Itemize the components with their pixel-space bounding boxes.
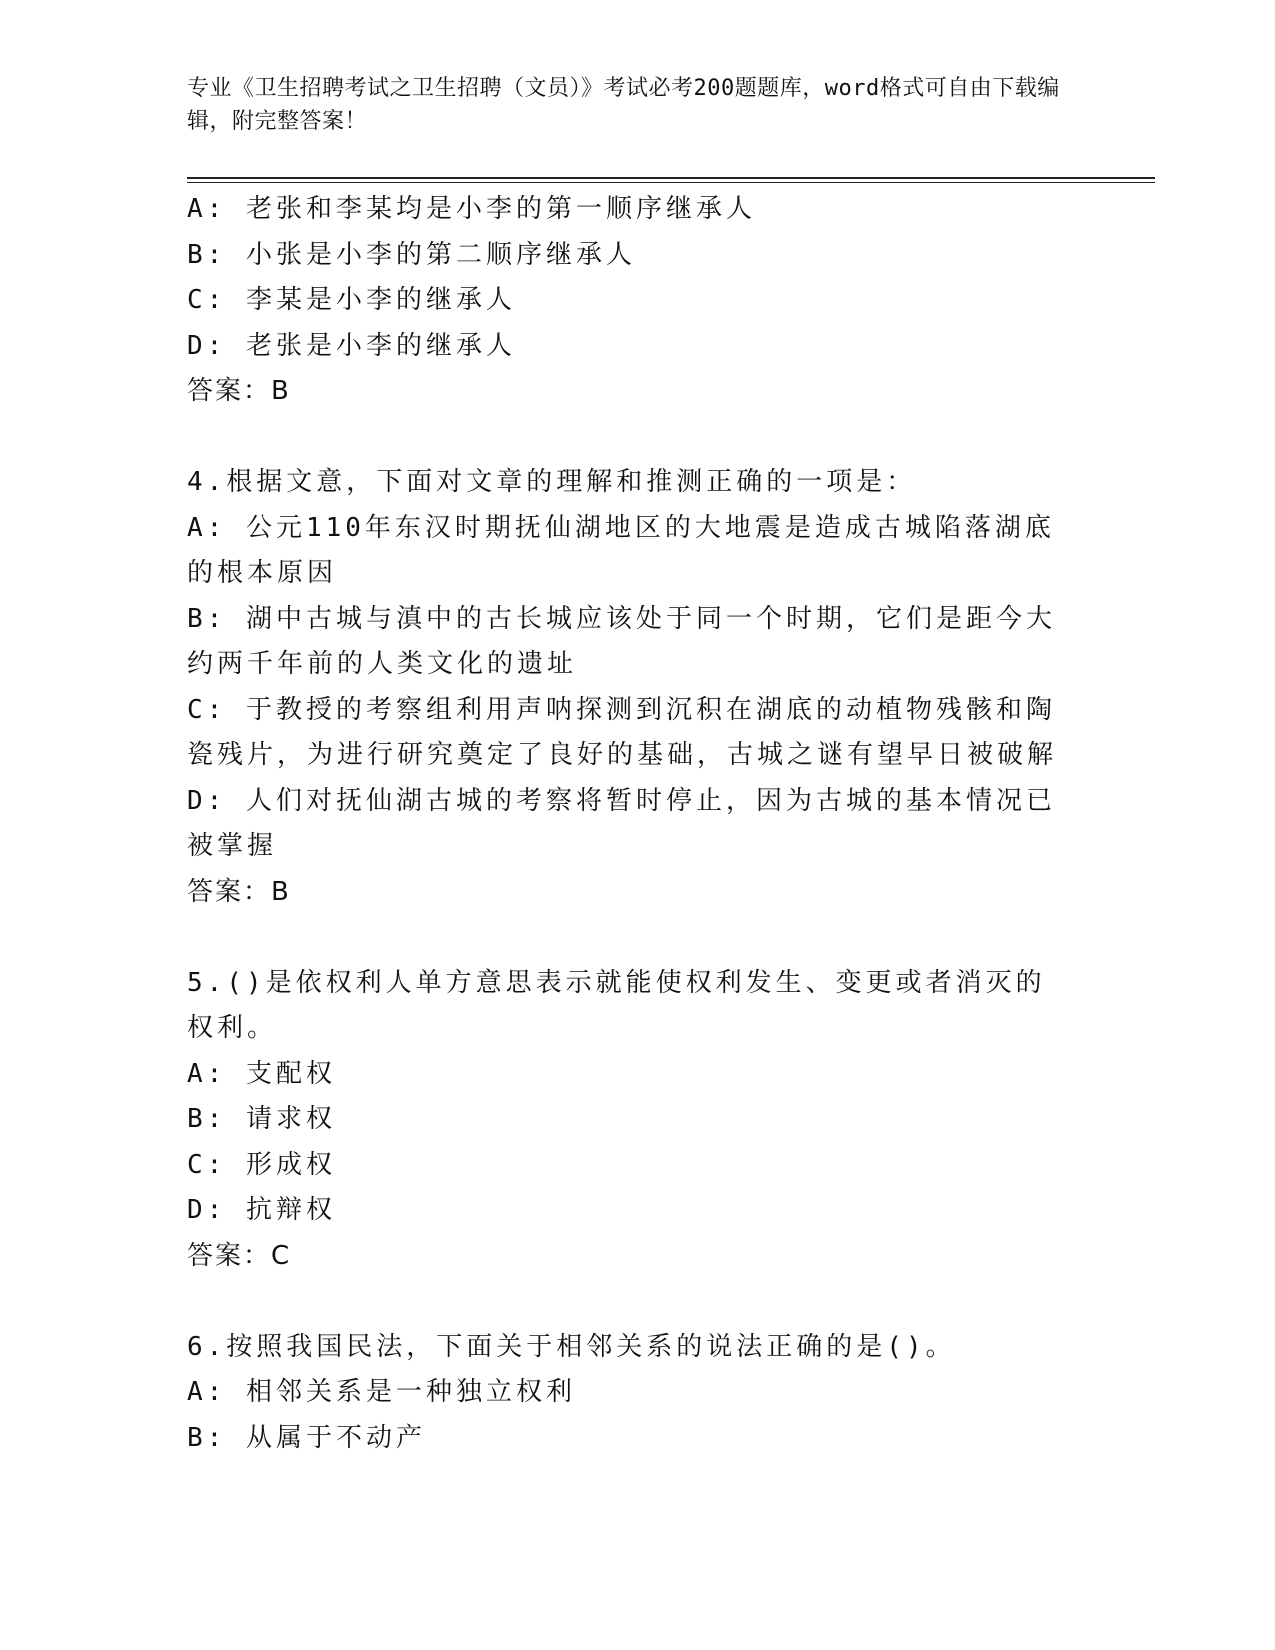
option-b: B: 从属于不动产 <box>187 1422 426 1453</box>
option-d: D: 老张是小李的继承人 <box>187 330 516 361</box>
option-b: B: 湖中古城与滇中的古长城应该处于同一个时期，它们是距今大约两千年前的人类文化的遗址 <box>187 603 1056 679</box>
question-4 <box>187 460 1067 915</box>
option-b: B: 请求权 <box>187 1104 336 1134</box>
question-5 <box>187 961 1067 1280</box>
option-b: B: 小张是小李的第二顺序继承人 <box>187 239 636 270</box>
answer: 答案：C <box>187 1240 292 1271</box>
answer: 答案：B <box>187 376 291 406</box>
option-d: D: 人们对抚仙湖古城的考察将暂时停止，因为古城的基本情况已被掌握 <box>187 785 1056 861</box>
question-text: 5.()是依权利人单方意思表示就能使权利发生、变更或者消灭的权利。 <box>187 967 1046 1043</box>
question-text: 6.按照我国民法，下面关于相邻关系的说法正确的是()。 <box>187 1331 956 1362</box>
option-c: C: 李某是小李的继承人 <box>187 285 516 315</box>
option-c: C: 形成权 <box>187 1149 336 1180</box>
option-a: A: 公元110年东汉时期抚仙湖地区的大地震是造成古城陷落湖底的根本原因 <box>187 512 1055 588</box>
option-a: A: 支配权 <box>187 1058 336 1089</box>
header-rule-thick <box>187 177 1155 179</box>
spacer <box>187 415 1067 461</box>
option-d: D: 抗辩权 <box>187 1195 336 1225</box>
option-a: A: 相邻关系是一种独立权利 <box>187 1377 576 1407</box>
spacer <box>187 915 1067 961</box>
header-rule-thin <box>187 182 1155 183</box>
document-header: 专业《卫生招聘考试之卫生招聘（文员）》考试必考200题题库，word格式可自由下载编辑，附完整答案！ <box>187 76 1060 134</box>
question-3 <box>187 187 1067 415</box>
question-list <box>187 187 1067 1461</box>
option-c: C: 于教授的考察组利用声呐探测到沉积在湖底的动植物残骸和陶瓷残片，为进行研究奠定了良好的基础，古城之谜有望早日被破解 <box>187 694 1058 770</box>
question-6 <box>187 1325 1067 1462</box>
option-a: A: 老张和李某均是小李的第一顺序继承人 <box>187 194 756 224</box>
question-text: 4.根据文意，下面对文章的理解和推测正确的一项是： <box>187 467 917 497</box>
spacer <box>187 1279 1067 1325</box>
answer: 答案：B <box>187 876 291 907</box>
